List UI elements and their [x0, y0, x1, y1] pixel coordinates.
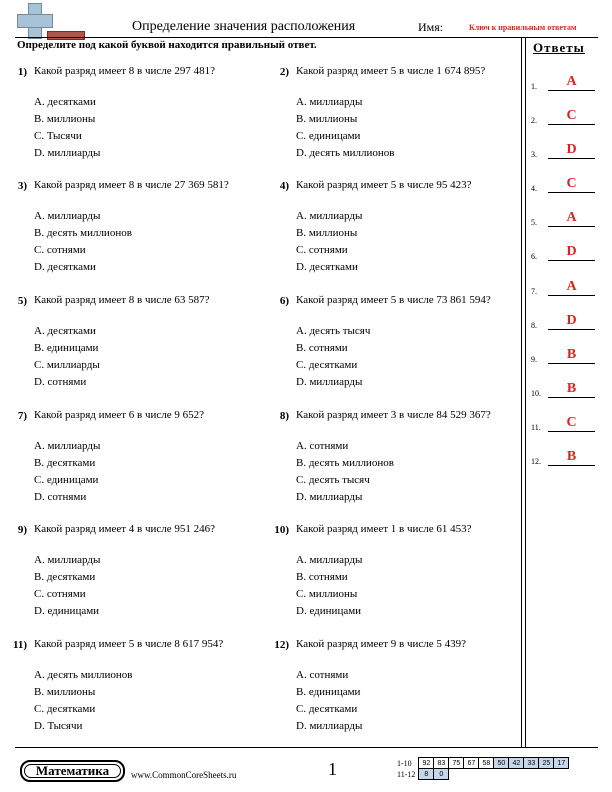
option-d: D. миллиарды	[296, 720, 363, 732]
answer-value: C	[566, 176, 577, 191]
option-b: B. сотнями	[296, 342, 348, 354]
question-text: Какой разряд имеет 8 в числе 27 369 581?	[34, 179, 229, 191]
option-d: D. сотнями	[34, 376, 87, 388]
answer-line	[548, 431, 595, 432]
option-d: D. десятками	[296, 261, 358, 273]
option-c: C. Тысячи	[34, 130, 82, 142]
option-c: C. сотнями	[34, 588, 86, 600]
option-b: B. миллионы	[34, 686, 96, 698]
option-b: B. единицами	[34, 342, 99, 354]
answer-value: A	[566, 74, 577, 89]
option-d: D. Тысячи	[34, 720, 83, 732]
option-b: B. десятками	[34, 571, 96, 583]
logo	[17, 3, 51, 37]
answer-row	[531, 71, 597, 91]
answer-number: 4.	[531, 184, 537, 193]
score-row-label: 1-10	[397, 758, 412, 768]
answer-line	[548, 397, 595, 398]
answer-value: B	[566, 381, 577, 396]
question-number: 2)	[279, 66, 289, 78]
answer-line	[548, 226, 595, 227]
question-number: 6)	[279, 295, 289, 307]
score-cell: 58	[479, 758, 494, 769]
score-cell: 42	[509, 758, 524, 769]
option-c: C. десять тысяч	[296, 474, 370, 486]
answer-line	[548, 260, 595, 261]
question-number: 7)	[17, 410, 27, 422]
question-text: Какой разряд имеет 8 в числе 297 481?	[34, 65, 216, 77]
answer-key-label: Ключ к правильным ответам	[469, 23, 577, 32]
question-text: Какой разряд имеет 1 в числе 61 453?	[296, 523, 472, 535]
option-c: C. десятками	[296, 359, 358, 371]
answer-number: 1.	[531, 82, 537, 91]
answer-number: 10.	[531, 389, 541, 398]
option-b: B. десять миллионов	[34, 227, 132, 239]
answer-value: A	[566, 279, 577, 294]
score-cell: 83	[434, 758, 449, 769]
score-table	[397, 757, 569, 780]
question-text: Какой разряд имеет 5 в числе 8 617 954?	[34, 638, 224, 650]
answer-row	[531, 173, 597, 193]
question-number: 3)	[17, 180, 27, 192]
answer-row	[531, 310, 597, 330]
option-c: C. миллиарды	[34, 359, 100, 371]
answer-number: 6.	[531, 252, 537, 261]
option-d: D. миллиарды	[34, 147, 101, 159]
name-label: Имя:	[418, 20, 444, 34]
option-a: A. миллиарды	[34, 210, 101, 222]
score-row	[397, 758, 569, 769]
score-row	[397, 769, 569, 780]
answer-number: 9.	[531, 355, 537, 364]
option-a: A. миллиарды	[296, 96, 363, 108]
panel-divider-right	[525, 37, 526, 747]
option-c: C. единицами	[34, 474, 99, 486]
option-d: D. миллиарды	[296, 376, 363, 388]
answer-line	[548, 192, 595, 193]
question-text: Какой разряд имеет 3 в числе 84 529 367?	[296, 409, 491, 421]
option-b: B. десять миллионов	[296, 457, 394, 469]
option-a: A. десятками	[34, 96, 96, 108]
score-cell: 8	[419, 769, 434, 780]
option-b: B. миллионы	[296, 113, 358, 125]
answer-row	[531, 344, 597, 364]
page-title: Определение значения расположения	[132, 19, 356, 34]
option-b: B. сотнями	[296, 571, 348, 583]
answers-title: Ответы	[533, 40, 585, 55]
option-b: B. миллионы	[34, 113, 96, 125]
answer-row	[531, 105, 597, 125]
question-number: 8)	[279, 410, 289, 422]
option-a: A. миллиарды	[296, 554, 363, 566]
answer-line	[548, 295, 595, 296]
answer-line	[548, 90, 595, 91]
answer-row	[531, 446, 597, 466]
footer-divider	[15, 747, 598, 748]
plus-icon	[17, 3, 51, 37]
question-text: Какой разряд имеет 8 в числе 63 587?	[34, 294, 210, 306]
question-text: Какой разряд имеет 5 в числе 95 423?	[296, 179, 472, 191]
score-cell: 92	[419, 758, 434, 769]
answer-line	[548, 158, 595, 159]
answer-value: B	[566, 347, 577, 362]
answer-number: 11.	[531, 423, 541, 432]
option-d: D. миллиарды	[296, 491, 363, 503]
panel-divider-left	[521, 37, 522, 747]
answer-number: 2.	[531, 116, 537, 125]
question-number: 11)	[12, 639, 27, 651]
option-d: D. десять миллионов	[296, 147, 395, 159]
question-text: Какой разряд имеет 5 в числе 73 861 594?	[296, 294, 491, 306]
score-cell: 50	[494, 758, 509, 769]
question-number: 12)	[274, 639, 289, 651]
option-c: C. десятками	[34, 703, 96, 715]
score-cell: 75	[449, 758, 464, 769]
answer-value: D	[566, 313, 577, 328]
answer-number: 8.	[531, 321, 537, 330]
option-d: D. сотнями	[34, 491, 87, 503]
answer-value: D	[566, 244, 577, 259]
option-b: B. миллионы	[296, 227, 358, 239]
option-c: C. десятками	[296, 703, 358, 715]
option-a: A. сотнями	[296, 440, 349, 452]
question-text: Какой разряд имеет 5 в числе 1 674 895?	[296, 65, 486, 77]
answer-line	[548, 465, 595, 466]
answer-row	[531, 139, 597, 159]
option-a: A. миллиарды	[34, 554, 101, 566]
answer-line	[548, 124, 595, 125]
score-cell: 33	[524, 758, 539, 769]
score-row-label: 11-12	[397, 769, 416, 779]
question-number: 9)	[17, 524, 27, 536]
answer-value: C	[566, 415, 577, 430]
option-a: A. сотнями	[296, 669, 349, 681]
score-cell: 0	[434, 769, 449, 780]
option-a: A. десять тысяч	[296, 325, 371, 337]
header-divider	[15, 37, 598, 38]
answer-number: 12.	[531, 457, 541, 466]
answer-row	[531, 276, 597, 296]
answer-number: 3.	[531, 150, 537, 159]
answer-row	[531, 378, 597, 398]
question-text: Какой разряд имеет 6 в числе 9 652?	[34, 409, 205, 421]
question-number: 5)	[17, 295, 27, 307]
answer-number: 5.	[531, 218, 537, 227]
option-a: A. десятками	[34, 325, 96, 337]
option-d: D. десятками	[34, 261, 96, 273]
answer-line	[548, 363, 595, 364]
answer-value: B	[566, 449, 577, 464]
option-d: D. единицами	[34, 605, 100, 617]
question-number: 4)	[279, 180, 289, 192]
option-c: C. единицами	[296, 130, 361, 142]
question-number: 1)	[17, 66, 27, 78]
site-url: www.CommonCoreSheets.ru	[131, 770, 237, 780]
answer-value: D	[566, 142, 577, 157]
page-number: 1	[328, 759, 337, 779]
option-d: D. единицами	[296, 605, 362, 617]
score-cell: 67	[464, 758, 479, 769]
answer-value: C	[566, 108, 577, 123]
answer-row	[531, 207, 597, 227]
answer-row	[531, 412, 597, 432]
answer-row	[531, 241, 597, 261]
question-number: 10)	[274, 524, 289, 536]
option-c: C. миллионы	[296, 588, 358, 600]
option-a: A. миллиарды	[34, 440, 101, 452]
answer-number: 7.	[531, 287, 537, 296]
answer-value: A	[566, 210, 577, 225]
score-cell: 17	[554, 758, 569, 769]
option-b: B. десятками	[34, 457, 96, 469]
answer-line	[548, 329, 595, 330]
instruction: Определите под какой буквой находится правильный ответ.	[17, 39, 317, 51]
option-a: A. десять миллионов	[34, 669, 133, 681]
score-cell: 25	[539, 758, 554, 769]
brand-badge: Математика	[20, 760, 125, 782]
option-b: B. единицами	[296, 686, 361, 698]
question-text: Какой разряд имеет 9 в числе 5 439?	[296, 638, 467, 650]
question-text: Какой разряд имеет 4 в числе 951 246?	[34, 523, 216, 535]
option-c: C. сотнями	[296, 244, 348, 256]
option-c: C. сотнями	[34, 244, 86, 256]
option-a: A. миллиарды	[296, 210, 363, 222]
